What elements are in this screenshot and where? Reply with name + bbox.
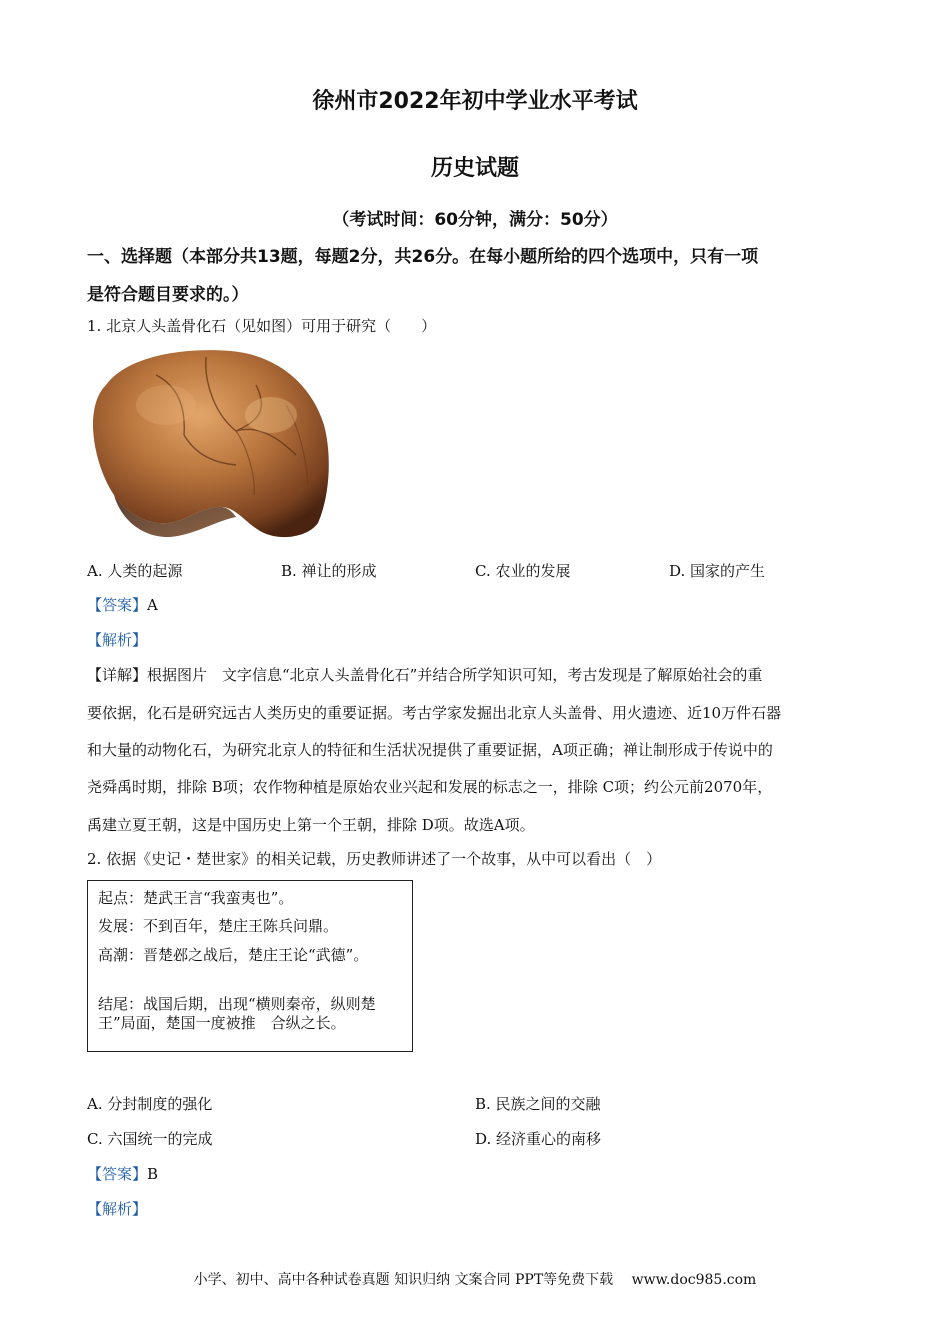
q1-detail-line: 禹建立夏王朝，这是中国历史上第一个王朝，排除 D项。故选A项。: [87, 816, 535, 834]
q1-option-c: C. 农业的发展: [475, 562, 571, 580]
detail-text: 根据图片 文字信息“北京人头盖骨化石”并结合所学知识可知，考古发现是了解原始社会的重: [147, 666, 763, 684]
answer-tag: 【答案】: [87, 1165, 148, 1183]
q1-option-b: B. 禅让的形成: [281, 562, 377, 580]
story-development: 发展：不到百年，楚庄王陈兵问鼎。: [98, 917, 339, 935]
q2-stem: 2. 依据《史记・楚世家》的相关记载，历史教师讲述了一个故事，从中可以看出（ ）: [87, 850, 662, 868]
q1-detail-line: 和大量的动物化石，为研究北京人的特征和生活状况提供了重要证据，A项正确；禅让制形成于传说中的: [87, 741, 773, 759]
answer-tag: 【答案】: [87, 596, 148, 614]
detail-tag: 【详解】: [87, 666, 148, 684]
q1-stem: 1. 北京人头盖骨化石（见如图）可用于研究（ ）: [87, 317, 437, 335]
q2-option-d: D. 经济重心的南移: [475, 1130, 602, 1148]
story-box: [87, 880, 413, 1052]
story-ending: 结尾：战国后期，出现“横则秦帝，纵则楚王”局面，楚国一度被推 合纵之长。: [98, 995, 376, 1032]
q2-option-b: B. 民族之间的交融: [475, 1095, 601, 1113]
exam-info: （考试时间：60分钟，满分：50分）: [332, 210, 618, 230]
q2-option-c: C. 六国统一的完成: [87, 1130, 213, 1148]
q1-detail-line: [87, 665, 762, 685]
q1-detail-line: 尧舜禹时期，排除 B项；农作物种植是原始农业兴起和发展的标志之一，排除 C项；约公元前2070年，: [87, 778, 773, 796]
q1-option-a: A. 人类的起源: [87, 562, 183, 580]
section-heading-line1: 一、选择题（本部分共13题，每题2分，共26分。在每小题所给的四个选项中，只有一项: [87, 247, 759, 267]
q1-detail-line: 要依据，化石是研究远古人类历史的重要证据。考古学家发掘出北京人头盖骨、用火遗迹、近10万件石器: [87, 704, 782, 722]
q2-analysis-tag: 【解析】: [87, 1200, 148, 1218]
skull-fossil-image: [86, 345, 332, 541]
q1-answer: [87, 595, 158, 615]
q2-option-a: A. 分封制度的强化: [87, 1095, 213, 1113]
story-start: 起点：楚武王言“我蛮夷也”。: [98, 889, 294, 907]
answer-value: B: [147, 1165, 159, 1183]
answer-value: A: [147, 596, 158, 614]
q2-answer: [87, 1164, 158, 1184]
footer-text: 小学、初中、高中各种试卷真题 知识归纳 文案合同 PPT等免费下载 www.doc985.com: [193, 1272, 757, 1288]
q1-analysis-tag: 【解析】: [87, 631, 148, 649]
q1-option-d: D. 国家的产生: [669, 562, 766, 580]
section-heading-line2: 是符合题目要求的。）: [87, 285, 249, 305]
exam-title: 徐州市2022年初中学业水平考试: [312, 89, 638, 114]
story-climax: 高潮：晋楚邲之战后，楚庄王论“武德”。: [98, 946, 369, 964]
subject-title: 历史试题: [430, 156, 519, 181]
